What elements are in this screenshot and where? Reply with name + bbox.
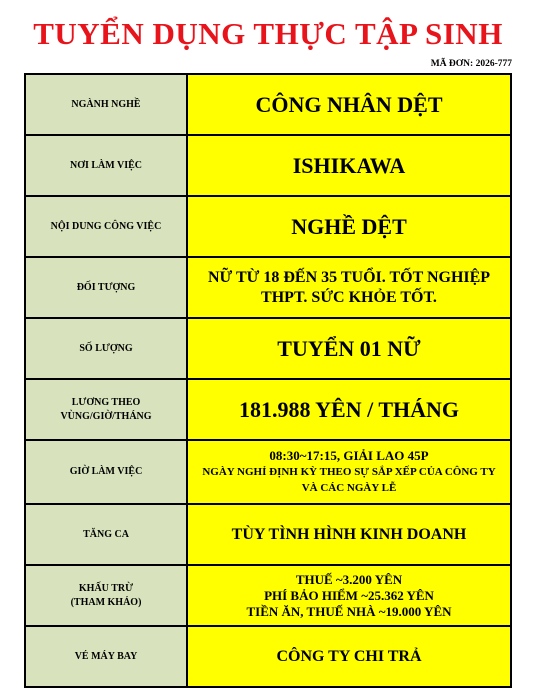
deductions-line-2: PHÍ BẢO HIỂM ~25.362 YÊN [264, 587, 434, 603]
table-row-deductions [25, 565, 511, 626]
table-row-quantity [25, 318, 511, 379]
overtime-label: TĂNG CA [25, 504, 187, 565]
table-row-overtime [25, 504, 511, 565]
quantity-label: SỐ LƯỢNG [25, 318, 187, 379]
table-row-target [25, 257, 511, 318]
target-value [187, 257, 511, 318]
job-content-value: NGHỀ DỆT [187, 196, 511, 257]
target-line-1: NỮ TỪ 18 ĐẾN 35 TUỔI. TỐT NGHIỆP [207, 268, 491, 286]
table-row-job-content [25, 196, 511, 257]
table-row-hours [25, 440, 511, 504]
salary-label-line-2: VÙNG/GIỜ/THÁNG [60, 410, 152, 422]
deductions-line-3: TIỀN ĂN, THUẾ NHÀ ~19.000 YÊN [246, 603, 452, 619]
hours-line-2: NGÀY NGHỈ ĐỊNH KỲ THEO SỰ SẮP XẾP CỦA CÔNG TY [202, 466, 496, 478]
page-title: TUYỂN DỤNG THỰC TẬP SINH [33, 16, 503, 51]
job-content-label: NỘI DUNG CÔNG VIỆC [25, 196, 187, 257]
hours-value [187, 440, 511, 504]
location-label: NƠI LÀM VIỆC [25, 135, 187, 196]
table-row-airfare [25, 626, 511, 687]
hours-line-3: VÀ CÁC NGÀY LỄ [301, 482, 397, 494]
overtime-value: TÙY TÌNH HÌNH KINH DOANH [187, 504, 511, 565]
airfare-value: CÔNG TY CHI TRẢ [187, 626, 511, 687]
salary-value: 181.988 YÊN / THÁNG [187, 379, 511, 440]
table-row-location [25, 135, 511, 196]
deductions-label-line-2: (THAM KHẢO) [70, 596, 142, 608]
location-value: ISHIKAWA [187, 135, 511, 196]
deductions-label [25, 565, 187, 626]
order-code: MÃ ĐƠN: 2026-777 [430, 59, 512, 69]
deductions-value [187, 565, 511, 626]
deductions-line-1: THUẾ ~3.200 YÊN [295, 571, 403, 587]
job-info-table [24, 73, 512, 688]
quantity-value: TUYỂN 01 NỮ [187, 318, 511, 379]
hours-label: GIỜ LÀM VIỆC [25, 440, 187, 504]
table-row-industry [25, 74, 511, 135]
target-label: ĐỐI TƯỢNG [25, 257, 187, 318]
salary-label [25, 379, 187, 440]
salary-label-line-1: LƯƠNG THEO [71, 396, 141, 408]
table-row-salary [25, 379, 511, 440]
hours-line-1: 08:30~17:15, GIẢI LAO 45P [269, 448, 429, 463]
airfare-label: VÉ MÁY BAY [25, 626, 187, 687]
deductions-label-line-1: KHẤU TRỪ [78, 582, 134, 594]
industry-label: NGÀNH NGHỀ [25, 74, 187, 135]
target-line-2: THPT. SỨC KHỎE TỐT. [261, 288, 437, 306]
industry-value: CÔNG NHÂN DỆT [187, 74, 511, 135]
